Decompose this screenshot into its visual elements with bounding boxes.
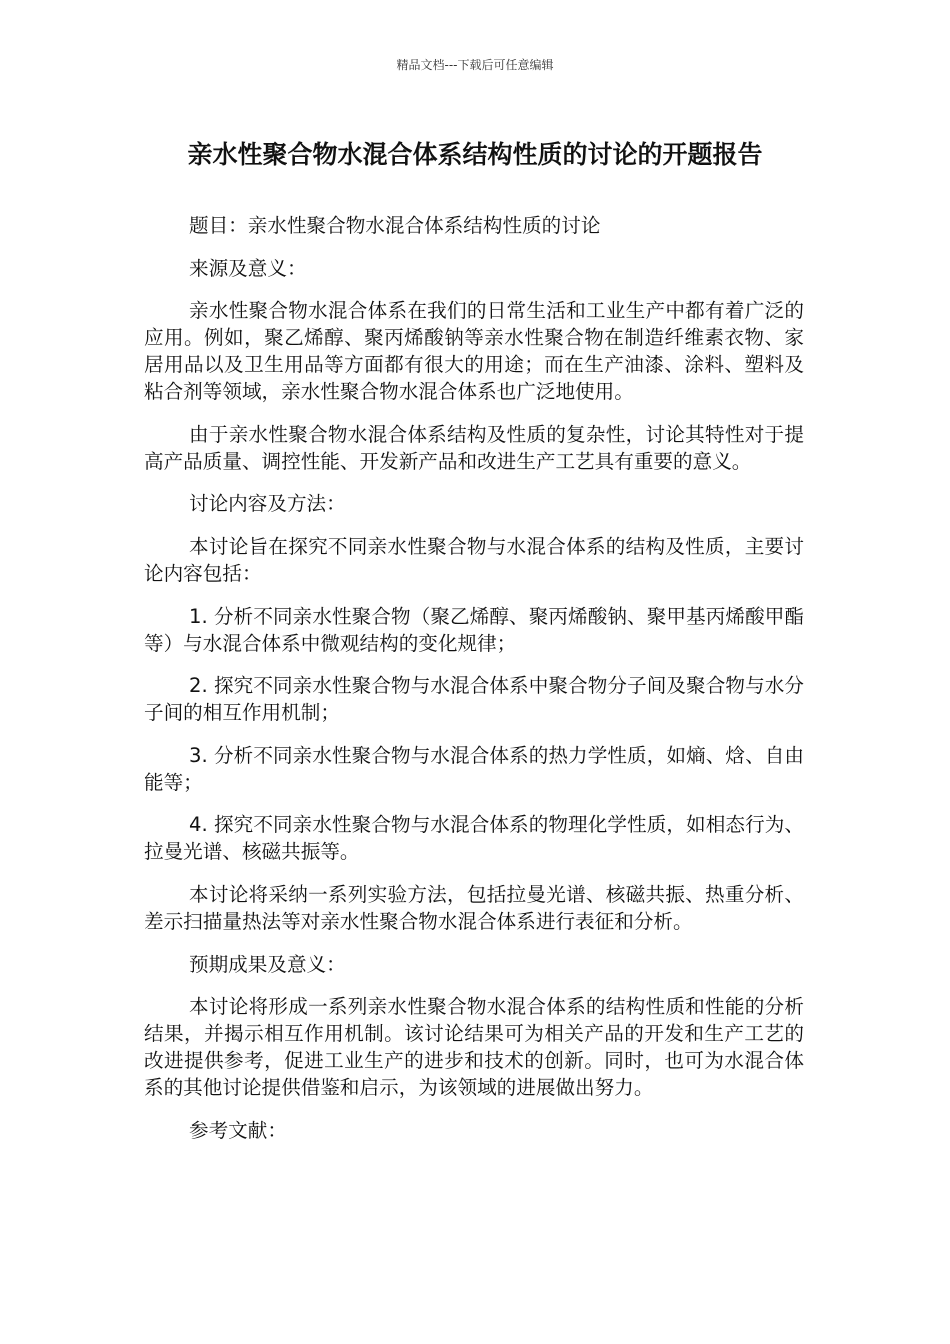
topic-line: 题目：亲水性聚合物水混合体系结构性质的讨论 [189, 214, 601, 237]
list-item: 1. 分析不同亲水性聚合物（聚乙烯醇、聚丙烯酸钠、聚甲基丙烯酸甲酯等）与水混合体系中微观结构的变化规律； [144, 604, 804, 655]
section-heading-outcome: 预期成果及意义： [189, 952, 346, 976]
document-body [144, 212, 804, 1159]
list-item: 2. 探究不同亲水性聚合物与水混合体系中聚合物分子间及聚合物与水分子间的相互作用机制； [144, 674, 804, 725]
body-paragraph: 本讨论将形成一系列亲水性聚合物水混合体系的结构性质和性能的分析结果，并揭示相互作用机制。该讨论结果可为相关产品的开发和生产工艺的改进提供参考，促进工业生产的进步和技术的创新。同时，也可为水混合体系的其他讨论提供借鉴和启示，为该领域的进展做出努力。 [144, 995, 804, 1100]
list-item: 3. 分析不同亲水性聚合物与水混合体系的热力学性质，如熵、焓、自由能等； [144, 743, 804, 794]
body-paragraph: 本讨论旨在探究不同亲水性聚合物与水混合体系的结构及性质，主要讨论内容包括： [144, 534, 804, 585]
body-paragraph: 亲水性聚合物水混合体系在我们的日常生活和工业生产中都有着广泛的应用。例如，聚乙烯醇、聚丙烯酸钠等亲水性聚合物在制造纤维素衣物、家居用品以及卫生用品等方面都有很大的用途；而在生产油漆、涂料、塑料及粘合剂等领域，亲水性聚合物水混合体系也广泛地使用。 [144, 299, 804, 404]
body-paragraph: 本讨论将采纳一系列实验方法，包括拉曼光谱、核磁共振、热重分析、差示扫描量热法等对亲水性聚合物水混合体系进行表征和分析。 [144, 882, 804, 933]
body-paragraph: 由于亲水性聚合物水混合体系结构及性质的复杂性，讨论其特性对于提高产品质量、调控性能、开发新产品和改进生产工艺具有重要的意义。 [144, 422, 804, 473]
list-item: 4. 探究不同亲水性聚合物与水混合体系的物理化学性质，如相态行为、拉曼光谱、核磁共振等。 [144, 813, 804, 864]
page-header: 精品文档---下载后可任意编辑 [396, 58, 554, 72]
document-title: 亲水性聚合物水混合体系结构性质的讨论的开题报告 [187, 140, 763, 169]
section-heading-method: 讨论内容及方法： [189, 492, 346, 516]
section-heading-source: 来源及意义： [189, 256, 307, 280]
section-heading-references: 参考文献： [189, 1118, 287, 1142]
